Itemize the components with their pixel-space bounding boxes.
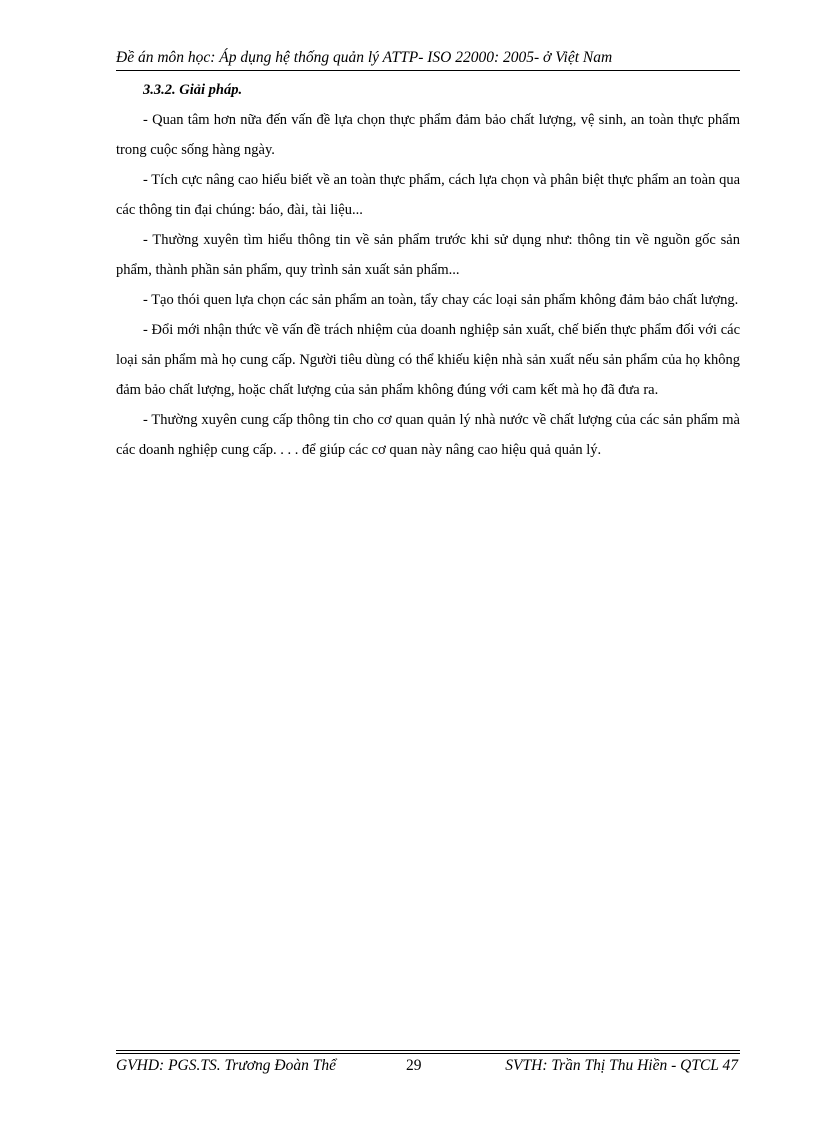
paragraph-1: - Quan tâm hơn nữa đến vấn đề lựa chọn thực phẩm đảm bảo chất lượng, vệ sinh, an toàn thực phẩm trong cuộc sống hàng ngày. bbox=[116, 112, 740, 158]
footer-divider-top bbox=[116, 1050, 740, 1051]
paragraph-3: - Thường xuyên tìm hiểu thông tin về sản phẩm trước khi sử dụng như: thông tin về nguồn gốc sản phẩm, thành phần sản phẩm, quy trình sản xuất sản phẩm... bbox=[116, 232, 740, 278]
section-title: 3.3.2. Giải pháp. bbox=[143, 82, 243, 98]
paragraph-5: - Đổi mới nhận thức về vấn đề trách nhiệm của doanh nghiệp sản xuất, chế biến thực phẩm đối với các loại sản phẩm mà họ cung cấp. Người tiêu dùng có thể khiếu kiện nhà sản xuất nếu sản phẩm của họ không đảm bảo chất lượng, hoặc chất lượng của sản phẩm không đúng với cam kết mà họ đã đưa ra. bbox=[116, 322, 740, 398]
footer-advisor: GVHD: PGS.TS. Trương Đoàn Thể bbox=[116, 1057, 336, 1074]
page-number: 29 bbox=[406, 1057, 422, 1074]
document-body bbox=[116, 75, 740, 465]
paragraph-2: - Tích cực nâng cao hiểu biết về an toàn thực phẩm, cách lựa chọn và phân biệt thực phẩm an toàn qua các thông tin đại chúng: báo, đài, tài liệu... bbox=[116, 172, 740, 218]
header-divider bbox=[116, 70, 740, 71]
paragraph-4: - Tạo thói quen lựa chọn các sản phẩm an toàn, tẩy chay các loại sản phẩm không đảm bảo chất lượng. bbox=[143, 292, 739, 308]
paragraph-6: - Thường xuyên cung cấp thông tin cho cơ quan quản lý nhà nước về chất lượng của các sản phẩm mà các doanh nghiệp cung cấp. . . . để giúp các cơ quan này nâng cao hiệu quả quản lý. bbox=[116, 412, 740, 458]
footer-divider-bottom bbox=[116, 1053, 740, 1054]
footer-student: SVTH: Trần Thị Thu Hiền - QTCL 47 bbox=[505, 1057, 738, 1074]
page-header: Đề án môn học: Áp dụng hệ thống quản lý ATTP- ISO 22000: 2005- ở Việt Nam bbox=[116, 49, 613, 66]
